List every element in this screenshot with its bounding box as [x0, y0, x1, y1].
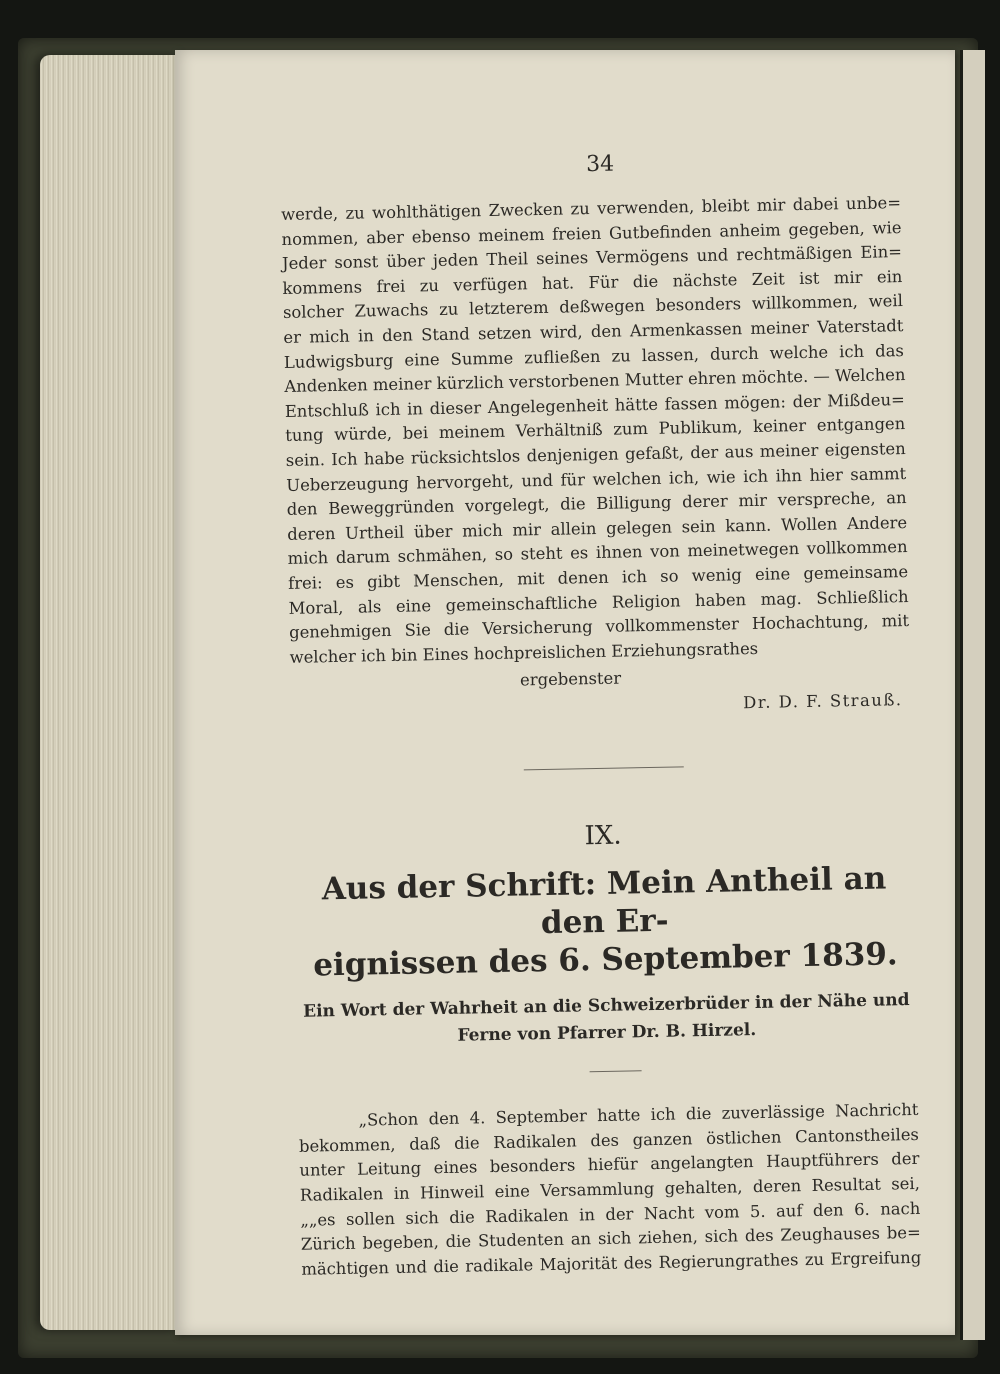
- book-page: [175, 50, 955, 1335]
- text-line: „Schon den 4. September hatte ich die zuverlässige Nachricht: [358, 1100, 919, 1130]
- text-line: Jeder sonst über jeden Theil seines Vermögens und rechtmäßigen Ein=: [281, 242, 903, 274]
- text-line: genehmigen Sie die Versicherung vollkommenster Hochachtung, mit: [288, 611, 910, 643]
- text-line: tung würde, bei meinem Verhältniß zum Publikum, keiner entgangen: [285, 414, 906, 446]
- text-line: werde, zu wohlthätigen Zwecken zu verwenden, bleibt mir dabei unbe=: [280, 193, 902, 224]
- letter-text: [281, 191, 910, 670]
- text-line: kommens frei zu verfügen hat. Für die nächste Zeit ist mir ein: [282, 266, 903, 298]
- section-number: IX.: [584, 820, 622, 852]
- section-title-line: eignissen des 6. September 1839.: [312, 936, 898, 984]
- section-title-line: Aus der Schrift: Mein Antheil an den Er-: [321, 860, 887, 942]
- text-line: er mich in den Stand setzen wird, den Armenkassen meiner Vaterstadt: [283, 316, 904, 347]
- page-content: [280, 146, 921, 1282]
- text-line: frei: es gibt Menschen, mit denen ich so wenig eine gemeinsame: [287, 561, 909, 593]
- text-line: solcher Zuwachs zu letzterem deßwegen besonders willkommen, weil: [282, 291, 904, 323]
- quoted-text: [298, 1098, 921, 1282]
- text-line: nommen, aber ebenso meinem freien Gutbefinden anheim gegeben, wie: [281, 217, 902, 249]
- text-line: mich darum schmähen, so steht es ihnen von meinetwegen vollkommen: [287, 537, 908, 569]
- text-line: unter Leitung eines besonders hiefür angelangten Hauptführers der: [299, 1149, 920, 1181]
- text-line: welcher ich bin Eines hochpreislichen Erziehungsrathes: [289, 638, 759, 667]
- text-line: Andenken meiner kürzlich verstorbenen Mutter ehren möchte. — Welchen: [284, 365, 906, 397]
- text-line: Ueberzeugung hervorgeht, und für welchen ich, wie ich ihn hier sammt: [286, 463, 907, 495]
- text-line: deren Urtheil über mich mir allein gelegen sein kann. Wollen Andere: [287, 512, 908, 544]
- text-line: Moral, als eine gemeinschaftliche Religion haben mag. Schließlich: [288, 586, 909, 618]
- page-edges: [40, 55, 180, 1330]
- section-title: [294, 859, 916, 985]
- section-subtitle-line: Ferne von Pfarrer Dr. B. Hirzel.: [457, 1020, 757, 1047]
- text-line: Radikalen in Hinweil eine Versammlung gehalten, deren Resultat sei,: [299, 1173, 920, 1205]
- text-line: den Beweggründen vorgelegt, die Billigung derer mir verspreche, an: [286, 488, 907, 520]
- text-line: Ludwigsburg eine Summe zufließen zu lassen, durch welche ich das: [283, 340, 904, 372]
- section-divider: [524, 767, 684, 771]
- text-line: Zürich begeben, die Studenten an sich ziehen, sich des Zeughauses be=: [300, 1223, 921, 1255]
- subtitle-divider: [590, 1071, 642, 1073]
- page-number: 34: [585, 151, 615, 178]
- text-line: sein. Ich habe rücksichtslos denjenigen gefaßt, der aus meiner eigensten: [285, 438, 906, 470]
- section-subtitle-line: Ein Wort der Wahrheit an die Schweizerbrüder in der Nähe und: [302, 990, 910, 1022]
- facing-page-edge: [960, 50, 985, 1340]
- text-line: Entschluß ich in dieser Angelegenheit hätte fassen mögen: der Mißdeu=: [284, 389, 905, 421]
- text-line: bekommen, daß die Radikalen des ganzen östlichen Cantonstheiles: [298, 1124, 920, 1156]
- letter-signature: Dr. D. F. Strauß.: [742, 690, 903, 713]
- section-subtitle: [296, 987, 917, 1053]
- text-line: „„es sollen sich die Radikalen in der Nacht vom 5. auf den 6. nach: [300, 1198, 921, 1230]
- letter-closing: ergebenster: [519, 668, 622, 690]
- text-line: mächtigen und die radikale Majorität des Regierungrathes zu Ergreifung: [301, 1247, 922, 1279]
